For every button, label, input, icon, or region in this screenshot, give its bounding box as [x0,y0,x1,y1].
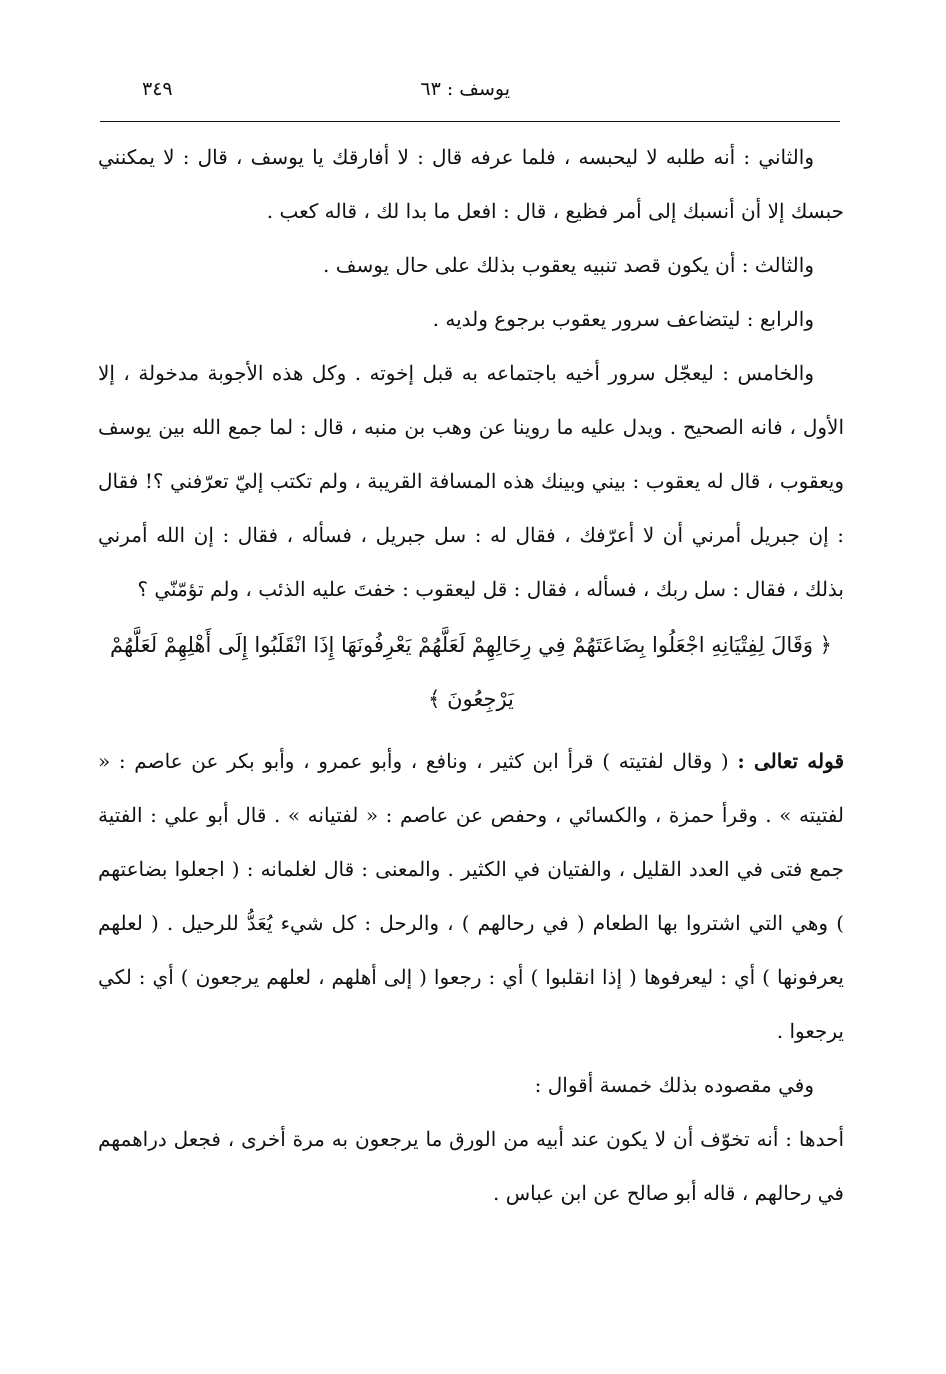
paragraph-five-opinions: وفي مقصوده بذلك خمسة أقوال : [534,1073,814,1097]
page-header [100,78,840,108]
running-title: يوسف : ٦٣ [420,78,510,100]
commentary-text: ( وقال لفتيته ) قرأ ابن كثير ، ونافع ، وأبو عمرو ، وأبو بكر عن عاصم : « لفتيته » . وقرأ حمزة ، والكسائي ، وحفص عن عاصم : « لفتيانه » . قال أبو علي : الفتية جمع فتى في العدد القليل ، والفتيان في الكثير . والمعنى : قال لغلمانه : ( اجعلوا بضاعتهم ) وهي التي اشتروا بها الطعام ( في رحالهم ) ، والرحل : كل شيء يُعَدُّ للرحيل . ( لعلهم يعرفونها ) أي : ليعرفوها ( إذا انقلبوا ) أي : رجعوا ( إلى أهلهم ، لعلهم يرجعون ) أي : لكي يرجعوا . [98,749,844,1043]
paragraph-third-reason: والثالث : أن يكون قصد تنبيه يعقوب بذلك على حال يوسف . [323,253,814,277]
page-body [98,130,844,1220]
commentary-paragraph [98,734,844,1058]
paragraph-fifth-reason: والخامس : ليعجّل سرور أخيه باجتماعه به قبل إخوته . وكل هذه الأجوبة مدخولة ، إلا الأول ، فانه الصحيح . ويدل عليه ما روينا عن وهب بن منبه ، قال : لما جمع الله بين يوسف ويعقوب ، قال له يعقوب : بيني وبينك هذه المسافة القريبة ، ولم تكتب إليّ تعرّفني ؟! فقال : إن جبريل أمرني أن لا أعرّفك ، فقال له : سل جبريل ، فسأله ، فقال : إن الله أمرني بذلك ، فقال : سل ربك ، فسأله ، فقال : قل ليعقوب : خفتَ عليه الذئب ، ولم تؤمّنّي ؟ [98,361,844,601]
paragraph-fourth-reason: والرابع : ليتضاعف سرور يعقوب برجوع ولديه . [432,307,814,331]
header-rule [100,121,840,122]
page-number: ٣٤٩ [142,78,173,100]
paragraph-first-opinion: أحدها : أنه تخوّف أن لا يكون عند أبيه من الورق ما يرجعون به مرة أخرى ، فجعل دراهمهم في رحالهم ، قاله أبو صالح عن ابن عباس . [98,1127,844,1205]
quran-verse: ﴿ وَقَالَ لِفِتْيَانِهِ اجْعَلُوا بِضَاعَتَهُمْ فِي رِحَالِهِمْ لَعَلَّهُمْ يَعْرِفُونَهَا إِذَا انْقَلَبُوا إِلَى أَهْلِهِمْ لَعَلَّهُمْ يَرْجِعُونَ ﴾ [110,633,832,711]
commentary-label: قوله تعالى : [737,749,844,773]
paragraph-second-reason: والثاني : أنه طلبه لا ليحبسه ، فلما عرفه قال : لا أفارقك يا يوسف ، قال : لا يمكنني حبسك إلا أن أنسبك إلى أمر فظيع ، قال : افعل ما بدا لك ، قاله كعب . [98,145,844,223]
